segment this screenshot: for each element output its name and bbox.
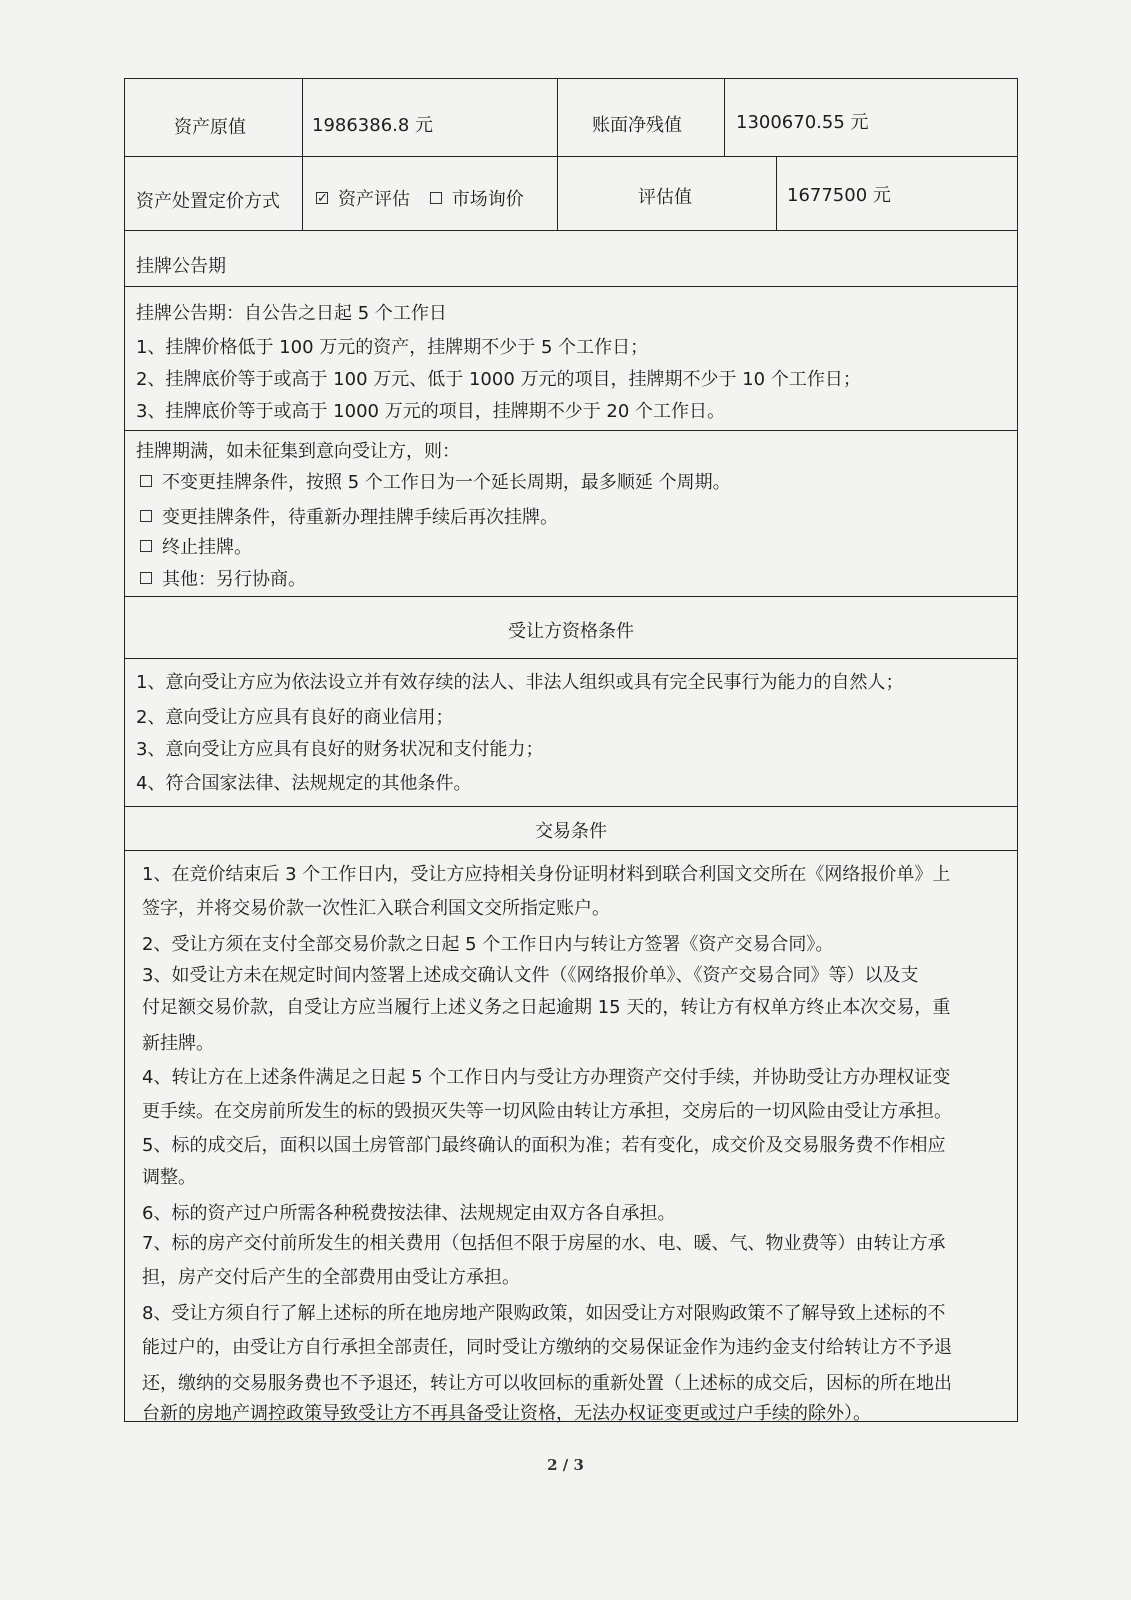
expiry-option: 变更挂牌条件，待重新办理挂牌手续后再次挂牌。 [140,506,558,530]
market-inquiry-option-label: 市场询价 [451,189,524,210]
trade-condition-line: 还，缴纳的交易服务费也不予退还，转让方可以收回标的重新处置（上述标的成交后，因标的所在地出 [142,1373,952,1394]
listing-period-line: 1、挂牌价格低于 100 万元的资产，挂牌期不少于 5 个工作日； [136,337,649,358]
net-book-value-label: 账面净残值 [592,115,682,136]
trade-condition-line: 7、标的房产交付前所发生的相关费用（包括但不限于房屋的水、电、暖、气、物业费等）由转让方承 [142,1233,946,1254]
trade-condition-line: 调整。 [142,1167,196,1188]
trade-condition-line: 5、标的成交后，面积以国土房管部门最终确认的面积为准；若有变化，成交价及交易服务费不作相应 [142,1135,946,1156]
listing-period-line: 3、挂牌底价等于或高于 1000 万元的项目，挂牌期不少于 20 个工作日。 [136,401,726,422]
appraisal-option-label: 资产评估 [338,189,410,210]
trade-condition-line: 新挂牌。 [142,1033,214,1054]
trade-condition-line: 4、转让方在上述条件满足之日起 5 个工作日内与受让方办理资产交付手续，并协助受让方办理权证变 [142,1067,951,1088]
trade-condition-line: 3、如受让方未在规定时间内签署上述成交确认文件（《网络报价单》、《资产交易合同》等）以及支 [142,965,919,986]
trade-condition-line: 付足额交易价款，自受让方应当履行上述义务之日起逾期 15 天的，转让方有权单方终止本次交易，重 [142,997,951,1018]
trade-condition-line: 8、受让方须自行了解上述标的所在地房地产限购政策，如因受让方对限购政策不了解导致上述标的不 [142,1303,946,1324]
expiry-terminate-checkbox[interactable] [140,540,152,552]
market-inquiry-checkbox[interactable] [430,192,442,204]
expiry-option: 其他：另行协商。 [140,568,306,592]
qualification-line: 2、意向受让方应具有良好的商业信用； [136,707,454,728]
trade-condition-line: 签字，并将交易价款一次性汇入联合利国文交所指定账户。 [142,898,610,919]
trade-condition-line: 能过户的，由受让方自行承担全部责任，同时受让方缴纳的交易保证金作为违约金支付给转让方不予退 [142,1337,952,1358]
pricing-options [316,188,524,212]
expiry-other-checkbox[interactable] [140,572,152,584]
listing-period-line: 2、挂牌底价等于或高于 100 万元、低于 1000 万元的项目，挂牌期不少于 10 个工作日； [136,369,861,390]
trade-condition-line: 6、标的资产过户所需各种税费按法律、法规规定由双方各自承担。 [142,1203,676,1224]
expiry-option: 终止挂牌。 [140,536,252,560]
qualification-line: 4、符合国家法律、法规规定的其他条件。 [136,773,472,794]
trade-condition-line: 台新的房地产调控政策导致受让方不再具备受让资格，无法办权证变更或过户手续的除外）。 [142,1403,871,1424]
expiry-extend-checkbox[interactable] [140,475,152,487]
trade-condition-line: 1、在竞价结束后 3 个工作日内，受让方应持相关身份证明材料到联合利国文交所在《网络报价单》上 [142,864,951,885]
appraised-value: 1677500 元 [787,185,891,206]
net-book-value: 1300670.55 元 [736,112,869,133]
pricing-method-label: 资产处置定价方式 [136,191,280,212]
qualification-line: 3、意向受让方应具有良好的财务状况和支付能力； [136,739,544,760]
appraised-value-label: 评估值 [638,187,692,208]
qualification-line: 1、意向受让方应为依法设立并有效存续的法人、非法人组织或具有完全民事行为能力的自然人； [136,672,904,693]
expiry-change-checkbox[interactable] [140,510,152,522]
qualification-heading: 受让方资格条件 [508,621,634,642]
trade-condition-line: 2、受让方须在支付全部交易价款之日起 5 个工作日内与转让方签署《资产交易合同》。 [142,934,834,955]
expiry-intro: 挂牌期满，如未征集到意向受让方，则： [136,441,460,462]
listing-period-heading: 挂牌公告期 [136,256,226,277]
expiry-option: 不变更挂牌条件，按照 5 个工作日为一个延长周期，最多顺延 个周期。 [140,471,731,495]
trade-conditions-heading: 交易条件 [535,821,607,842]
original-value: 1986386.8 元 [312,115,434,136]
original-value-label: 资产原值 [174,117,246,138]
trade-condition-line: 更手续。在交房前所发生的标的毁损灭失等一切风险由转让方承担，交房后的一切风险由受让方承担。 [142,1101,952,1122]
trade-condition-line: 担，房产交付后产生的全部费用由受让方承担。 [142,1267,520,1288]
listing-period-line: 挂牌公告期：自公告之日起 5 个工作日 [136,303,447,324]
appraisal-checkbox[interactable] [316,192,328,204]
page-number: 2 / 3 [547,1456,584,1474]
